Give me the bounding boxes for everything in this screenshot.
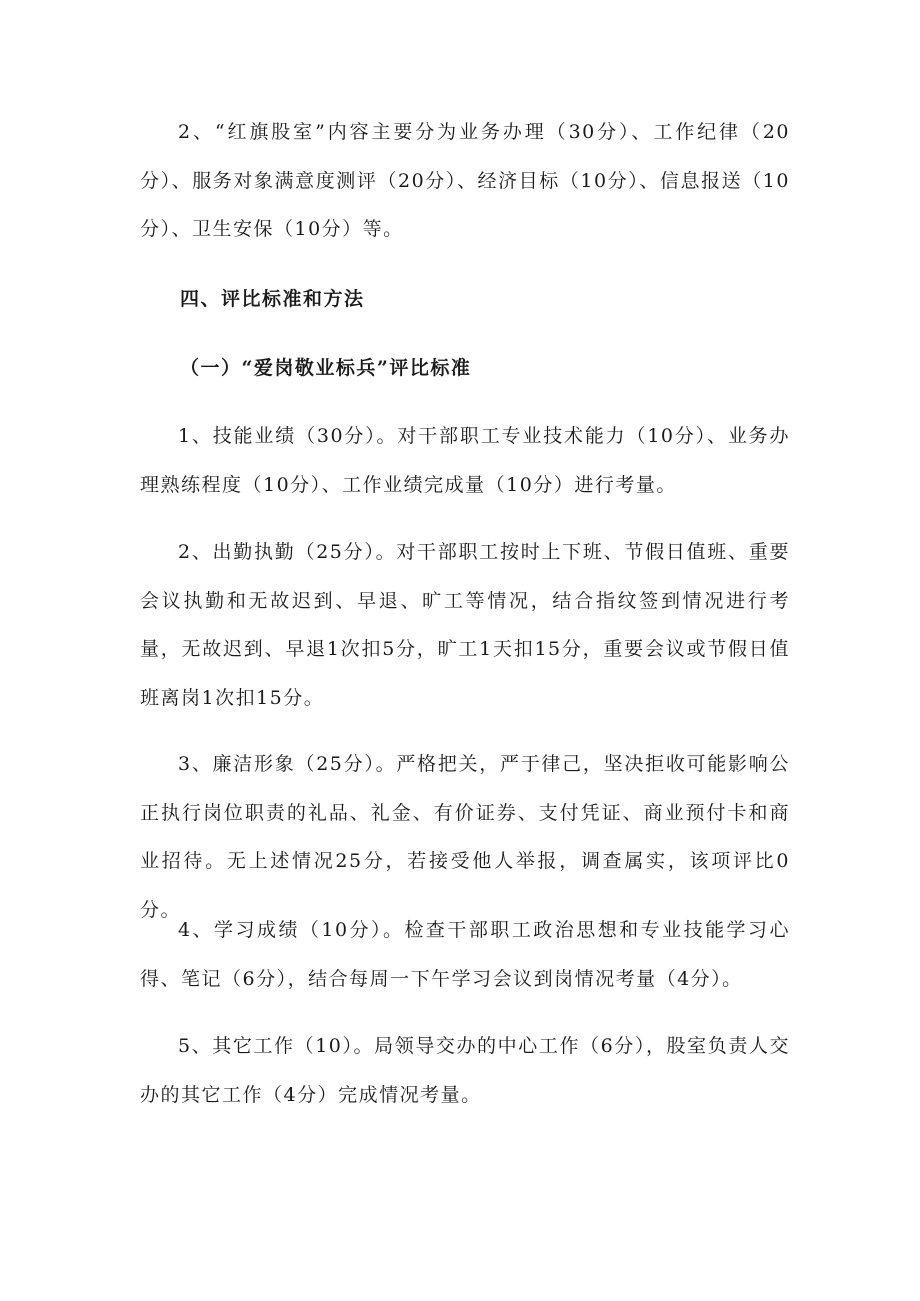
item-skill-performance: 1、技能业绩（30分）。对干部职工专业技术能力（10分）、业务办理熟练程度（10分）、工作业绩完成量（10分）进行考量。 bbox=[140, 425, 790, 496]
item-attendance: 2、出勤执勤（25分）。对干部职工按时上下班、节假日值班、重要会议执勤和无故迟到、早退、旷工等情况，结合指纹签到情况进行考量，无故迟到、早退1次扣5分，旷工1天扣15分，重要会议或节假日值班离岗1次扣15分。 bbox=[140, 541, 790, 709]
section-heading-evaluation-standards: 四、评比标准和方法 bbox=[180, 288, 365, 310]
item-other-work: 5、其它工作（10）。局领导交办的中心工作（6分），股室负责人交办的其它工作（4分）完成情况考量。 bbox=[140, 1035, 790, 1106]
item-integrity: 3、廉洁形象（25分）。严格把关，严于律己，坚决拒收可能影响公正执行岗位职责的礼品、礼金、有价证券、支付凭证、商业预付卡和商业招待。无上述情况25分，若接受他人举报，调查属实，该项评比0分。 bbox=[140, 753, 790, 921]
subsection-heading-model-worker-standards: （一）“爱岗敬业标兵”评比标准 bbox=[180, 357, 472, 379]
paragraph-red-flag-content: 2、“红旗股室”内容主要分为业务办理（30分）、工作纪律（20分）、服务对象满意度测评（20分）、经济目标（10分）、信息报送（10分）、卫生安保（10分）等。 bbox=[140, 121, 790, 240]
item-study-performance: 4、学习成绩（10分）。检查干部职工政治思想和专业技能学习心得、笔记（6分），结合每周一下午学习会议到岗情况考量（4分）。 bbox=[140, 919, 790, 990]
